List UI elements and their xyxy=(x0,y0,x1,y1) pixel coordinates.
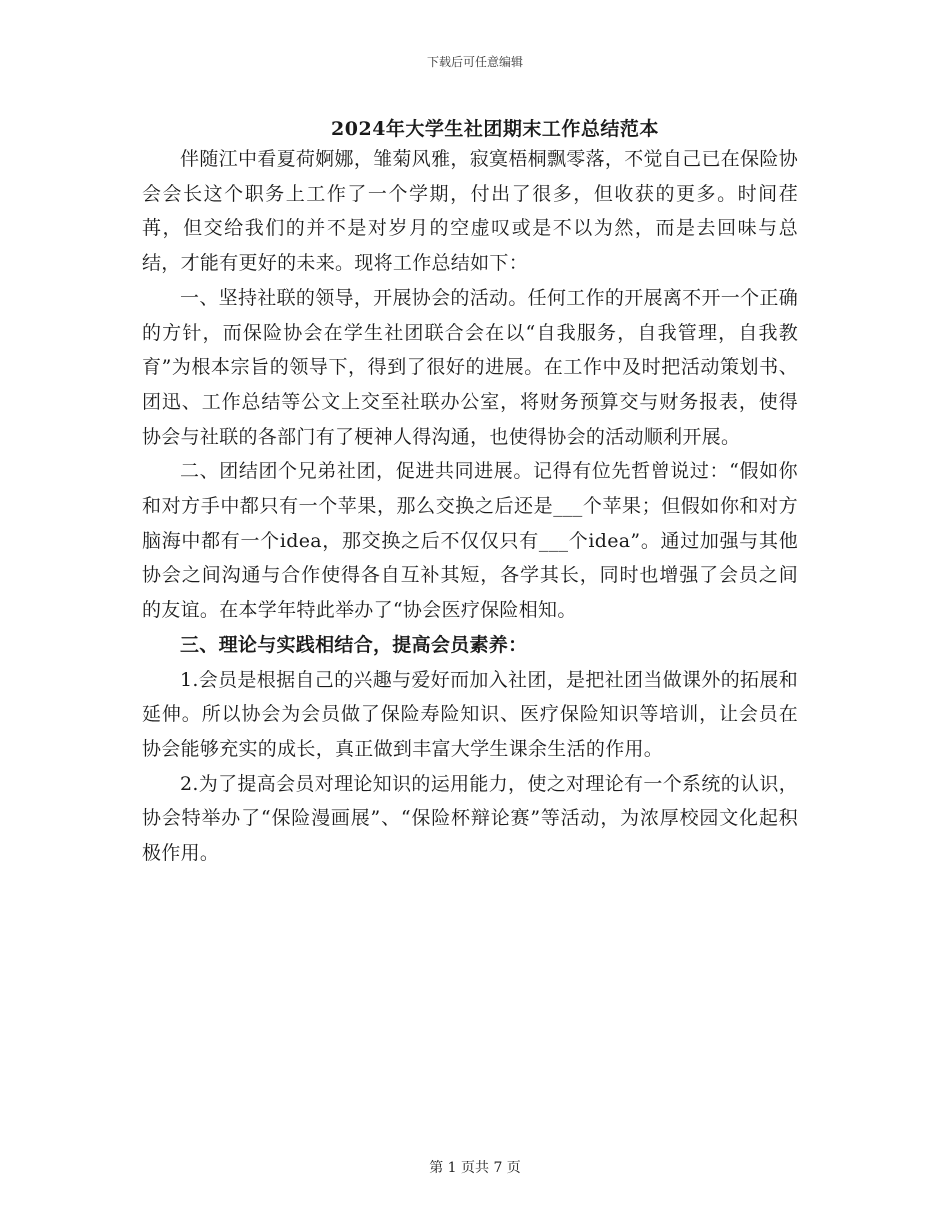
intro-paragraph: 伴随江中看夏荷婀娜，雏菊风雅，寂寞梧桐飘零落，不觉自己已在保险协会会长这个职务上工作了一个学期，付出了很多，但收获的更多。时间荏苒，但交给我们的并不是对岁月的空虚叹或是不以为然，而是去回味与总结，才能有更好的未来。现将工作总结如下： xyxy=(142,148,798,275)
document-title: 2024年大学生社团期末工作总结范本 xyxy=(331,118,659,140)
section-3-heading: 三、理论与实践相结合，提高会员素养： xyxy=(180,633,528,656)
document-body xyxy=(142,142,798,871)
page-footer: 第 1 页共 7 页 xyxy=(429,1160,521,1176)
section-1-paragraph: 一、坚持社联的领导，开展协会的活动。任何工作的开展离不开一个正确的方针，而保险协会在学生社团联合会在以“自我服务，自我管理，自我教育”为根本宗旨的领导下，得到了很好的进展。在工作中及时把活动策划书、团迅、工作总结等公文上交至社联办公室，将财务预算交与财务报表，使得协会与社联的各部门有了梗神人得沟通，也使得协会的活动顺利开展。 xyxy=(142,286,798,448)
section-2-paragraph: 二、团结团个兄弟社团，促进共同进展。记得有位先哲曾说过：“假如你和对方手中都只有一个苹果，那么交换之后还是___个苹果；但假如你和对方脑海中都有一个idea，那交换之后不仅仅只有___个idea”。通过加强与其他协会之间沟通与合作使得各自互补其短，各学其长，同时也增强了会员之间的友谊。在本学年特此举办了“协会医疗保险相知。 xyxy=(142,460,798,622)
header-note: 下载后可任意编辑 xyxy=(426,55,523,69)
section-3-item-2: 2.为了提高会员对理论知识的运用能力，使之对理论有一个系统的认识，协会特举办了“保险漫画展”、“保险杯辩论赛”等活动，为浓厚校园文化起积极作用。 xyxy=(142,772,798,865)
section-3-item-1: 1.会员是根据自己的兴趣与爱好而加入社团，是把社团当做课外的拓展和延伸。所以协会为会员做了保险寿险知识、医疗保险知识等培训，让会员在协会能够充实的成长，真正做到丰富大学生课余生活的作用。 xyxy=(142,668,798,760)
